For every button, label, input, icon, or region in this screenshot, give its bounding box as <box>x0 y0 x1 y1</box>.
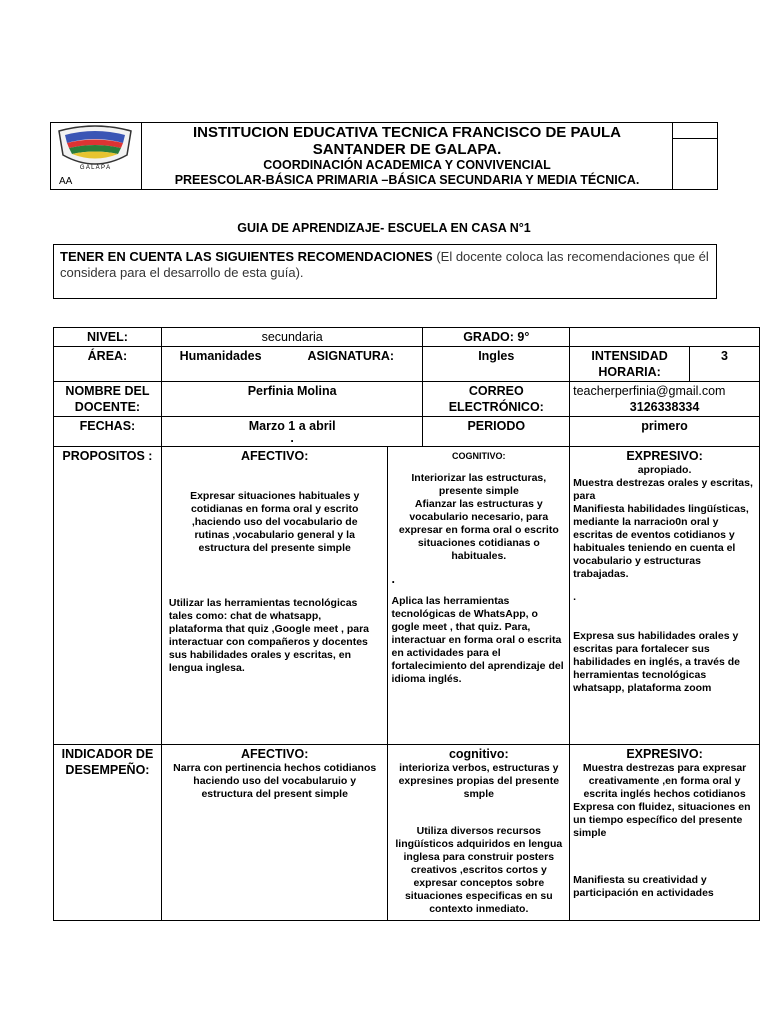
propositos-expresivo-sub: apropiado. <box>637 464 692 476</box>
propositos-expresivo-p2: Manifiesta habilidades lingüísticas, mediante la narracio0n oral y escritas de eventos cotidianos y habituales teniendo en cuenta el vocabulario y estructuras trabajadas. <box>573 503 749 580</box>
grado-value <box>570 328 760 347</box>
propositos-afectivo-title: AFECTIVO: <box>241 449 309 463</box>
propositos-cognitivo-title: COGNITIVO: <box>452 451 506 461</box>
indicador-afectivo-title: AFECTIVO: <box>241 747 309 761</box>
propositos-cognitivo-p1: Interiorizar las estructuras, presente simple <box>411 472 547 497</box>
asignatura-label: ASIGNATURA: <box>279 347 423 382</box>
intensidad-value: 3 <box>690 347 760 382</box>
indicador-cognitivo <box>388 745 570 921</box>
indicador-expresivo-title: EXPRESIVO: <box>626 747 703 761</box>
logo-text: G A L A P A <box>79 165 111 171</box>
corner-label: AA <box>59 176 73 187</box>
propositos-cognitivo <box>388 447 570 745</box>
institution-title-line1: INSTITUCION EDUCATIVA TECNICA FRANCISCO DE PAULA <box>192 124 622 141</box>
asignatura-value: Ingles <box>423 347 570 382</box>
institution-title-line2: SANTANDER DE GALAPA. <box>312 141 502 158</box>
indicador-cognitivo-p2: Utiliza diversos recursos lingüísticos adquiridos en lengua inglesa para construir posters creativos ,escritos cortos y expresar conceptos sobre situaciones especificas en su contexto inmediato. <box>395 825 563 915</box>
propositos-cognitivo-p3: Aplica las herramientas tecnológicas de WhatsApp, o gogle meet , that quiz. Para, interactuar en forma oral o escrita en actividades para el fortalecimiento del aprendizaje del idioma inglés. <box>391 595 564 685</box>
propositos-cognitivo-p2: Afianzar las estructuras y vocabulario necesario, para expresar en forma oral o escrito situaciones cotidianas o habituales. <box>398 498 559 562</box>
course-info-table <box>53 327 760 921</box>
propositos-afectivo-p2: Utilizar las herramientas tecnológicas tales como: chat de whatsapp, plataforma that quiz ,Google meet , para interactuar con compañeros y docentes sus habilidades orales y escritas, en lengua inglesa. <box>168 597 370 674</box>
logo-cell <box>51 123 142 190</box>
grado-label: GRADO: 9° <box>423 328 570 347</box>
header-table <box>50 122 718 190</box>
indicador-expresivo <box>570 745 760 921</box>
propositos-expresivo-dot: . <box>573 591 577 603</box>
correo-value: teacherperfinia@gmail.com <box>573 384 726 398</box>
intensidad-label: INTENSIDAD HORARIA: <box>570 347 690 382</box>
docente-value: Perfinia Molina <box>161 382 423 417</box>
recommendations-note: (El docente coloca las recomendaciones que él considera para el desarrollo de esta guía). <box>60 249 709 280</box>
periodo-label: PERIODO <box>423 417 570 447</box>
recommendations-label: TENER EN CUENTA LAS SIGUIENTES RECOMENDACIONES <box>60 249 433 264</box>
indicador-cognitivo-p1: interioriza verbos, estructuras y expresines propias del presente smple <box>398 762 560 800</box>
indicador-cognitivo-title: cognitivo: <box>448 747 509 761</box>
fechas-value: Marzo 1 a abril <box>248 419 336 433</box>
indicador-expresivo-p1: Muestra destrezas para expresar creativamente ,en forma oral y escrita inglés hechos cotidianos <box>582 762 747 800</box>
indicador-expresivo-p3: Manifiesta su creatividad y participación en actividades <box>573 874 714 899</box>
header-empty-cell-top <box>673 123 718 139</box>
propositos-expresivo-p3: Expresa sus habilidades orales y escritas para fortalecer sus habilidades en inglés, a través de herramientas tecnológicas whatsapp, plataforma zoom <box>573 630 741 694</box>
propositos-afectivo-p1: Expresar situaciones habituales y cotidianas en forma oral y escrito ,haciendo uso del vocabulario de rutinas ,vocabulario general y la estructura del presente simple <box>190 490 360 554</box>
periodo-value: primero <box>570 417 760 447</box>
indicador-label: INDICADOR DE DESEMPEÑO: <box>54 745 162 921</box>
guide-title: GUIA DE APRENDIZAJE- ESCUELA EN CASA N°1 <box>237 221 531 235</box>
propositos-expresivo <box>570 447 760 745</box>
propositos-expresivo-p1: Muestra destrezas orales y escritas, para <box>573 477 753 502</box>
correo-cell <box>570 382 760 417</box>
recommendations-box <box>53 244 717 299</box>
telefono-value: 3126338334 <box>629 400 700 414</box>
levels-subtitle: PREESCOLAR-BÁSICA PRIMARIA –BÁSICA SECUNDARIA Y MEDIA TÉCNICA. <box>174 173 640 187</box>
docente-label: NOMBRE DEL DOCENTE: <box>54 382 162 417</box>
school-crest-icon <box>51 123 139 173</box>
header-title-cell <box>142 123 673 190</box>
indicador-afectivo-p1: Narra con pertinencia hechos cotidianos haciendo uso del vocabularuio y estructura del present simple <box>173 762 377 800</box>
propositos-afectivo <box>161 447 388 745</box>
nivel-label: NIVEL: <box>54 328 162 347</box>
area-value: Humanidades <box>161 347 279 382</box>
fechas-label: FECHAS: <box>54 417 162 447</box>
correo-label: CORREO ELECTRÓNICO: <box>423 382 570 417</box>
propositos-expresivo-title: EXPRESIVO: <box>626 449 703 463</box>
propositos-cognitivo-dot: . <box>391 572 395 586</box>
indicador-afectivo <box>161 745 388 921</box>
coordination-subtitle: COORDINACIÓN ACADEMICA Y CONVIVENCIAL <box>263 158 551 172</box>
nivel-value: secundaria <box>161 328 423 347</box>
fechas-dot: . <box>290 431 294 445</box>
indicador-expresivo-p2: Expresa con fluidez, situaciones en un tiempo específico del presente simple <box>573 801 751 839</box>
header-empty-cell-bottom <box>673 139 718 190</box>
area-label: ÁREA: <box>54 347 162 382</box>
propositos-label: PROPOSITOS : <box>54 447 162 745</box>
fechas-cell <box>161 417 423 447</box>
